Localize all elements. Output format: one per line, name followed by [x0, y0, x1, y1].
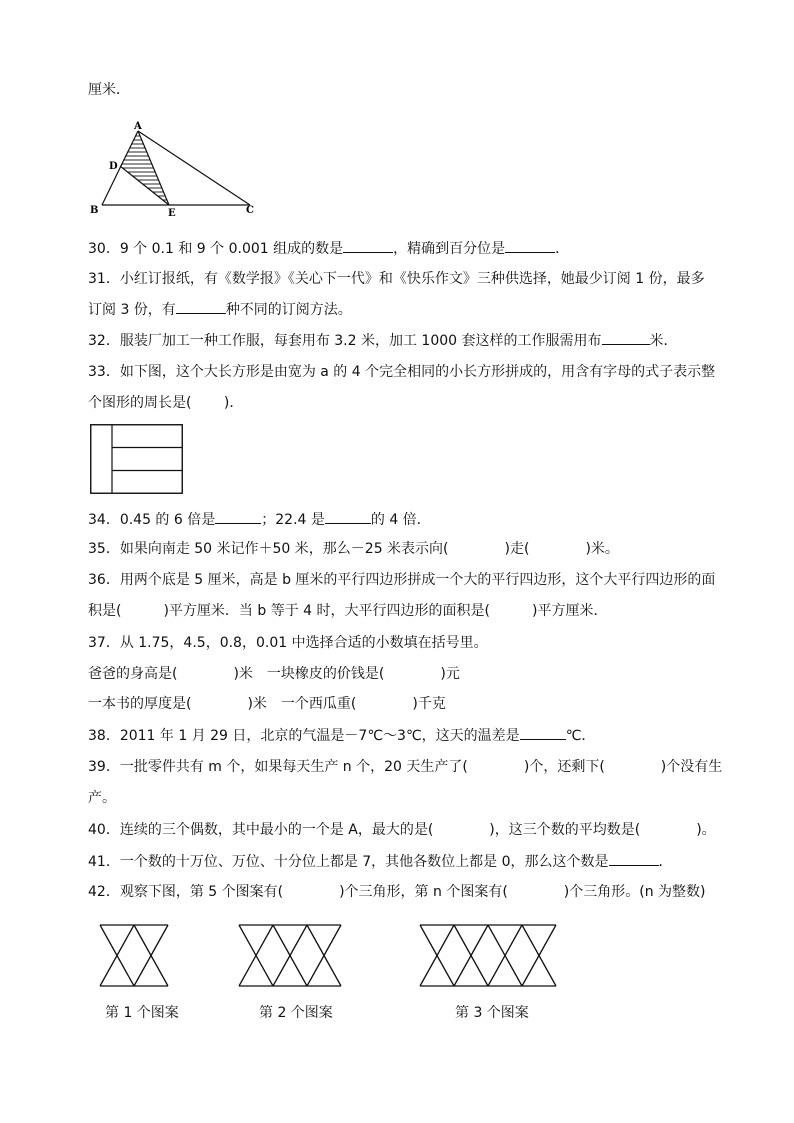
- question-31: 31．小红订报纸，有《数学报》《关心下一代》和《快乐作文》三种供选择，她最少订阅 1 份，最多: [88, 271, 705, 287]
- pattern-2: [238, 924, 344, 988]
- question-36-cont: 积是( )平方厘米．当 b 等于 4 时，大平行四边形的面积是( )平方厘米．: [88, 603, 608, 619]
- rectangle-figure: [90, 424, 184, 496]
- q34-text: ；22.4 是: [261, 512, 325, 528]
- question-32: [88, 330, 678, 351]
- answer-blank[interactable]: [343, 238, 393, 253]
- answer-blank[interactable]: [215, 509, 261, 524]
- pattern-caption-2: 第 2 个图案: [259, 1005, 333, 1021]
- question-31-cont: [88, 299, 352, 320]
- answer-blank[interactable]: [520, 725, 566, 740]
- q32-text: 32．服装厂加工一种工作服，每套用布 3.2 米，加工 1000 套这样的工作服需用布: [88, 333, 602, 349]
- q41-text: 41．一个数的十万位、万位、十分位上都是 7，其他各数位上都是 0，那么这个数是: [88, 854, 609, 870]
- answer-blank[interactable]: [505, 238, 555, 253]
- question-41: [88, 851, 673, 872]
- q34-text: 的 4 倍．: [370, 512, 431, 528]
- pattern-1: [99, 924, 171, 988]
- label-b: B: [90, 205, 99, 216]
- triangle-figure: [85, 118, 265, 220]
- q41-text: ．: [658, 854, 673, 870]
- q30-text: 30．9 个 0.1 和 9 个 0.001 组成的数是: [88, 241, 344, 257]
- answer-blank[interactable]: [176, 299, 226, 314]
- q34-text: 34．0.45 的 6 倍是: [88, 512, 216, 528]
- question-33: 33．如下图，这个大长方形是由宽为 a 的 4 个完全相同的小长方形拼成的，用含有字母的式子表示整: [88, 364, 716, 380]
- question-35: 35．如果向南走 50 米记作＋50 米，那么－25 米表示向( )走( )米。: [88, 541, 619, 557]
- question-38: [88, 725, 595, 746]
- answer-blank[interactable]: [325, 509, 371, 524]
- question-30: [88, 238, 569, 259]
- q30-text: ，精确到百分位是: [393, 241, 506, 257]
- pattern-caption-1: 第 1 个图案: [105, 1005, 179, 1021]
- label-d: D: [109, 161, 118, 172]
- question-37-row1: 爸爸的身高是( )米 一块橡皮的价钱是( )元: [88, 666, 460, 682]
- q38-text: ℃．: [565, 728, 596, 744]
- label-e: E: [168, 208, 176, 219]
- label-c: C: [246, 205, 254, 216]
- question-42: 42．观察下图，第 5 个图案有( )个三角形，第 n 个图案有( )个三角形。(n 为整数): [88, 884, 706, 900]
- question-34: [88, 509, 431, 530]
- question-39-cont: 产。: [88, 790, 116, 806]
- label-a: A: [134, 121, 142, 132]
- question-39: 39．一批零件共有 m 个，如果每天生产 n 个，20 天生产了( )个，还剩下( )个没有生: [88, 759, 723, 775]
- text-line: 厘米．: [88, 82, 130, 98]
- question-33-cont: 个图形的周长是( )．: [88, 395, 244, 411]
- answer-blank[interactable]: [602, 330, 650, 345]
- pattern-3: [419, 924, 559, 988]
- answer-blank[interactable]: [609, 851, 659, 866]
- q38-text: 38．2011 年 1 月 29 日，北京的气温是－7℃～3℃，这天的温差是: [88, 728, 520, 744]
- question-37-row2: 一本书的厚度是( )米 一个西瓜重( )千克: [88, 696, 446, 712]
- pattern-caption-3: 第 3 个图案: [455, 1005, 529, 1021]
- question-40: 40．连续的三个偶数，其中最小的一个是 A，最大的是( )，这三个数的平均数是( )。: [88, 822, 716, 838]
- q31-text: 种不同的订阅方法。: [225, 302, 352, 318]
- question-36: 36．用两个底是 5 厘米，高是 b 厘米的平行四边形拼成一个大的平行四边形，这个大平行四边形的面: [88, 572, 716, 588]
- question-37: 37．从 1.75，4.5，0.8，0.01 中选择合适的小数填在括号里。: [88, 635, 488, 651]
- q32-text: 米．: [649, 333, 678, 349]
- q31-text: 订阅 3 份，有: [88, 302, 176, 318]
- q30-text: ．: [555, 241, 570, 257]
